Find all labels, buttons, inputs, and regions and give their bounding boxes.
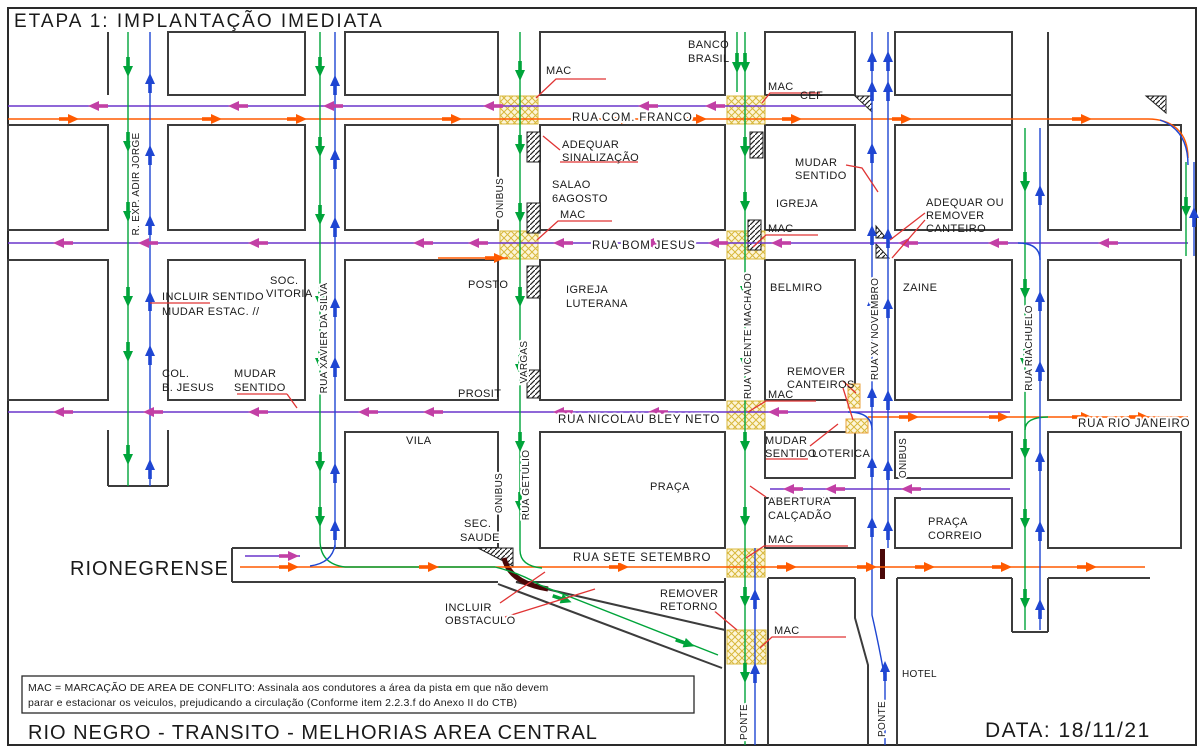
street-label-rua-getulio: RUA GETULIO: [521, 449, 532, 521]
annotation-remover-canteiros-2: CANTEIROS: [787, 379, 855, 391]
annotation-mudar-sentido-left-2: SENTIDO: [234, 382, 286, 394]
annotation-remover-retorno-2: RETORNO: [660, 601, 718, 613]
street-label-onibus-3: ONIBUS: [898, 437, 909, 479]
annotation-adequar-canteiro-3: CANTEIRO: [926, 223, 987, 235]
place-sec-saude: SEC.: [464, 518, 492, 530]
place-salao: SALAO: [552, 179, 591, 191]
annotation-mac-4: MAC: [768, 223, 794, 235]
annotation-mac-1: MAC: [546, 65, 572, 77]
street-label-bom-jesus: RUA BOM JESUS: [592, 240, 696, 252]
annotation-incluir-obstaculo: INCLUIR: [445, 602, 492, 614]
street-label-xavier-silva: RUA XAVIER DA SILVA: [319, 282, 330, 394]
street-label-riachuelo: RUA RIACHUELO: [1024, 305, 1035, 391]
place-belmiro: BELMIRO: [770, 282, 823, 294]
place-praca: PRAÇA: [650, 481, 690, 493]
place-cef: CEF: [800, 90, 824, 102]
place-posto: POSTO: [468, 279, 509, 291]
annotation-adequar-sinalizacao: ADEQUAR: [562, 139, 620, 151]
street-label-vargas: VARGAS: [519, 340, 530, 384]
drawing-title: ETAPA 1: IMPLANTAÇÃO IMEDIATA: [14, 11, 384, 32]
street-label-ponte-1: PONTE: [739, 704, 750, 740]
street-label-xv-novembro: RUA XV NOVEMBRO: [870, 277, 881, 381]
annotation-abertura-calcadao: ABERTURA: [768, 496, 831, 508]
street-label-adir-jorge: R. EXP. ADIR JORGE: [131, 132, 142, 236]
place-prosit: PROSIT: [458, 388, 502, 400]
annotation-mac-3: MAC: [560, 209, 586, 221]
place-banco-brasil: BANCO: [688, 39, 730, 51]
place-hotel: HOTEL: [902, 669, 937, 680]
annotation-mudar-sentido-left: MUDAR: [234, 368, 277, 380]
legend-line-2: parar e estacionar os veiculos, prejudicando a circulação (Conforme item 2.2.3.f do Anexo II do CTB): [28, 697, 518, 709]
place-soc-vitoria: SOC.: [270, 275, 299, 287]
street-label-vicente-machado: RUA VICENTE MACHADO: [743, 272, 754, 400]
annotation-adequar-canteiro: ADEQUAR OU: [926, 197, 1004, 209]
annotation-adequar-sinalizacao-2: SINALIZAÇÃO: [562, 152, 640, 164]
place-sec-saude-2: SAUDE: [460, 532, 500, 544]
date-label: DATA: 18/11/21: [985, 719, 1151, 742]
legend-line-1: MAC = MARCAÇÃO DE AREA DE CONFLITO: Assinala aos condutores a área da pista em que não devem: [28, 682, 549, 694]
annotation-mudar-sentido-loterica: MUDAR: [765, 435, 808, 447]
street-label-onibus-2: ONIBUS: [494, 472, 505, 514]
annotation-mac-6: MAC: [768, 534, 794, 546]
street-label-ponte-2: PONTE: [877, 701, 888, 737]
project-title: RIO NEGRO - TRANSITO - MELHORIAS AREA CENTRAL: [28, 722, 598, 744]
place-praca-correio: PRAÇA: [928, 516, 968, 528]
median-bar: [880, 549, 885, 579]
street-label-sete-setembro: RUA SETE SETEMBRO: [573, 552, 712, 564]
place-col-b-jesus-2: B. JESUS: [162, 382, 215, 394]
annotation-mac-2: MAC: [768, 81, 794, 93]
place-banco-brasil-2: BRASIL: [688, 53, 730, 65]
place-praca-correio-2: CORREIO: [928, 530, 983, 542]
annotation-remover-retorno: REMOVER: [660, 588, 719, 600]
annotation-mac-7: MAC: [774, 625, 800, 637]
place-igreja-luterana: IGREJA: [566, 284, 609, 296]
annotation-adequar-canteiro-2: REMOVER: [926, 210, 985, 222]
street-label-onibus-1: ONIBUS: [495, 177, 506, 219]
place-igreja-luterana-2: LUTERANA: [566, 298, 628, 310]
annotation-mudar-sentido-top-2: SENTIDO: [795, 170, 847, 182]
annotation-mudar-sentido-loterica-2: SENTIDO: [765, 448, 817, 460]
annotation-mudar-sentido-top: MUDAR: [795, 157, 838, 169]
annotation-remover-canteiros: REMOVER: [787, 366, 846, 378]
place-loterica: LOTERICA: [812, 448, 871, 460]
legend-box: [22, 676, 694, 713]
street-label-rionegrense: RIONEGRENSE: [70, 558, 229, 580]
place-zaine: ZAINE: [903, 282, 938, 294]
place-igreja: IGREJA: [776, 198, 819, 210]
street-label-com-franco: RUA COM. FRANCO: [572, 112, 693, 124]
street-label-rio-janeiro: RUA RIO JANEIRO: [1078, 418, 1191, 430]
annotation-incluir-sentido-2: MUDAR ESTAC. //: [162, 306, 260, 318]
annotation-abertura-calcadao-2: CALÇADÃO: [768, 510, 832, 522]
street-label-nicolau-bley: RUA NICOLAU BLEY NETO: [558, 414, 721, 426]
place-salao-2: 6AGOSTO: [552, 193, 608, 205]
annotation-mac-5: MAC: [768, 389, 794, 401]
annotation-incluir-obstaculo-2: OBSTACULO: [445, 615, 516, 627]
annotation-incluir-sentido: INCLUIR SENTIDO: [162, 291, 264, 303]
place-col-b-jesus: COL.: [162, 368, 190, 380]
place-soc-vitoria-2: VITORIA: [266, 288, 313, 300]
place-vila: VILA: [406, 435, 432, 447]
